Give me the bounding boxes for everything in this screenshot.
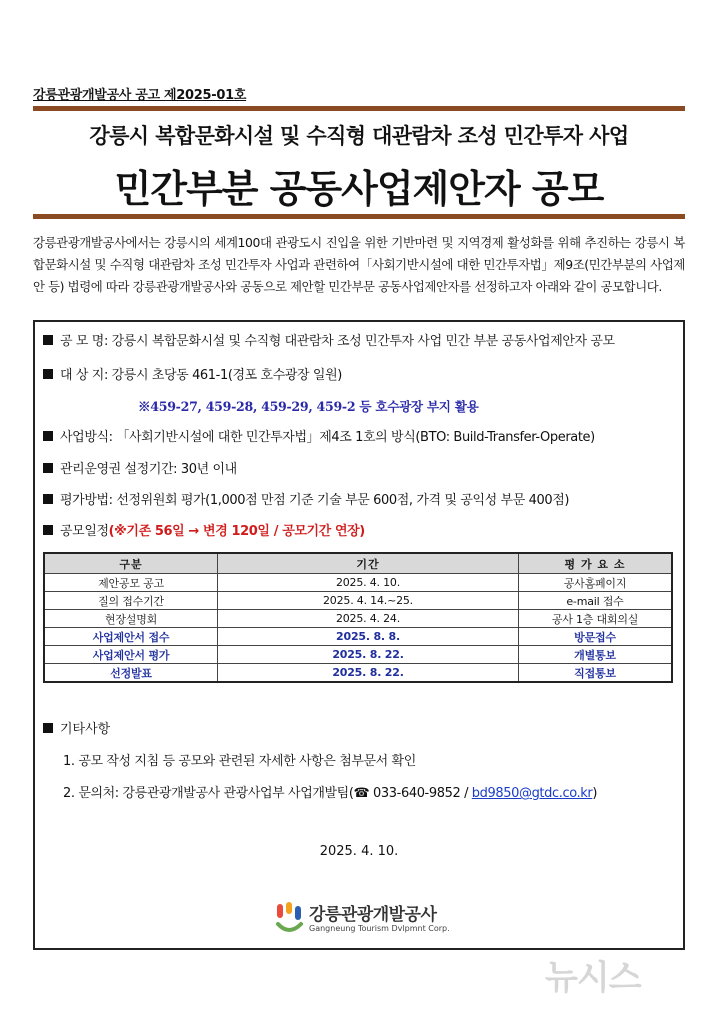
row-date: 2025. 4. 14.~25. [218, 592, 519, 610]
schedule-table [43, 552, 673, 683]
contact-prefix: 2. 문의처: 강릉관광개발공사 관광사업부 사업개발팀( [63, 786, 354, 801]
item-name-text: 공 모 명: 강릉시 복합문화시설 및 수직형 대관람차 조성 민간투자 사업 민간 부분 공동사업제안자 공모 [60, 334, 615, 349]
table-row [44, 664, 672, 683]
notice-number: 강릉관광개발공사 공고 제2025-01호 [33, 88, 247, 103]
item-period-text: 관리운영권 설정기간: 30년 이내 [60, 462, 237, 477]
row-element: 직접통보 [519, 664, 673, 683]
table-row [44, 574, 672, 592]
table-header-row [44, 553, 672, 574]
row-date: 2025. 4. 24. [218, 610, 519, 628]
row-label: 현장설명회 [44, 610, 218, 628]
contact-phone: 033-640-9852 / [369, 786, 472, 801]
schedule-note: (※기존 56일 → 변경 120일 / 공모기간 연장) [108, 524, 365, 539]
table-row [44, 610, 672, 628]
etc-title: 기타사항 [60, 722, 111, 737]
item-evaluation-text: 평가방법: 선정위원회 평가(1,000점 만점 기준 기술 부문 600점, 가격 및 공익성 부문 400점) [60, 493, 570, 508]
row-element: 개별통보 [519, 646, 673, 664]
logo-english: Gangneung Tourism Dvlpmnt Corp. [309, 924, 450, 933]
etc-line-2 [63, 782, 597, 801]
table-row [44, 628, 672, 646]
announcement-date: 2025. 4. 10. [319, 844, 399, 859]
phone-icon: ☎ [353, 786, 370, 801]
etc-heading [43, 718, 110, 737]
table-row [44, 646, 672, 664]
logo-mark-icon [275, 902, 303, 934]
table-row [44, 592, 672, 610]
contact-email-link[interactable]: bd9850@gtdc.co.kr [471, 786, 593, 801]
row-element: 공사홈페이지 [519, 574, 673, 592]
header-category: 구분 [44, 553, 218, 574]
watermark: 뉴시스 [545, 958, 641, 998]
item-evaluation [43, 489, 569, 508]
logo-name: 강릉관광개발공사 [309, 905, 437, 925]
bullet-square-icon [43, 494, 53, 504]
contact-suffix: ) [592, 786, 597, 801]
details-box [33, 320, 685, 950]
item-method-text: 사업방식: 「사회기반시설에 대한 민간투자법」제4조 1호의 방식(BTO: Build-Transfer-Operate) [60, 430, 595, 445]
row-date: 2025. 4. 10. [218, 574, 519, 592]
item-method [43, 426, 595, 445]
item-site [43, 364, 342, 383]
row-element: 공사 1층 대회의실 [519, 610, 673, 628]
row-element: e-mail 접수 [519, 592, 673, 610]
title-line-2: 민간부분 공동사업제안자 공모 [114, 167, 604, 211]
row-date: 2025. 8. 22. [218, 664, 519, 683]
row-label: 제안공모 공고 [44, 574, 218, 592]
title-line-1: 강릉시 복합문화시설 및 수직형 대관람차 조성 민간투자 사업 [89, 124, 629, 148]
row-element: 방문접수 [519, 628, 673, 646]
site-lots: ※459-27, 459-28, 459-29, 459-2 등 호수광장 부지 활용 [138, 399, 479, 414]
row-label: 사업제안서 접수 [44, 628, 218, 646]
row-date: 2025. 8. 8. [218, 628, 519, 646]
row-label: 사업제안서 평가 [44, 646, 218, 664]
etc-line-1: 1. 공모 작성 지침 등 공모와 관련된 자세한 사항은 첨부문서 확인 [63, 754, 416, 769]
row-date: 2025. 8. 22. [218, 646, 519, 664]
item-name [43, 330, 615, 349]
bullet-square-icon [43, 463, 53, 473]
top-rule [33, 106, 685, 111]
bullet-square-icon [43, 431, 53, 441]
bullet-square-icon [43, 525, 53, 535]
item-site-text: 대 상 지: 강릉시 초당동 461-1(경포 호수광장 일원) [60, 368, 342, 383]
bullet-square-icon [43, 723, 53, 733]
header-period: 기간 [218, 553, 519, 574]
bullet-square-icon [43, 335, 53, 345]
header-element: 평 가 요 소 [519, 553, 673, 574]
item-schedule [43, 520, 365, 539]
item-period [43, 458, 237, 477]
bottom-rule [33, 214, 685, 219]
row-label: 선정발표 [44, 664, 218, 683]
schedule-label: 공모일정 [60, 524, 109, 539]
row-label: 질의 접수기간 [44, 592, 218, 610]
bullet-square-icon [43, 369, 53, 379]
intro-paragraph: 강릉관광개발공사에서는 강릉시의 세계100대 관광도시 진입을 위한 기반마련 및 지역경제 활성화를 위해 추진하는 강릉시 복합문화시설 및 수직형 대관람차 조성 민간투자 사업과 관련하여「사회기반시설에 대한 민간투자법」제9조(민간부분의 사업제안 등) 법령에 따라 강릉관광개발공사와 공동으로 제안할 민간부문 공동사업제안자를 선정하고자 아래와 같이 공모합니다. [33, 235, 685, 294]
